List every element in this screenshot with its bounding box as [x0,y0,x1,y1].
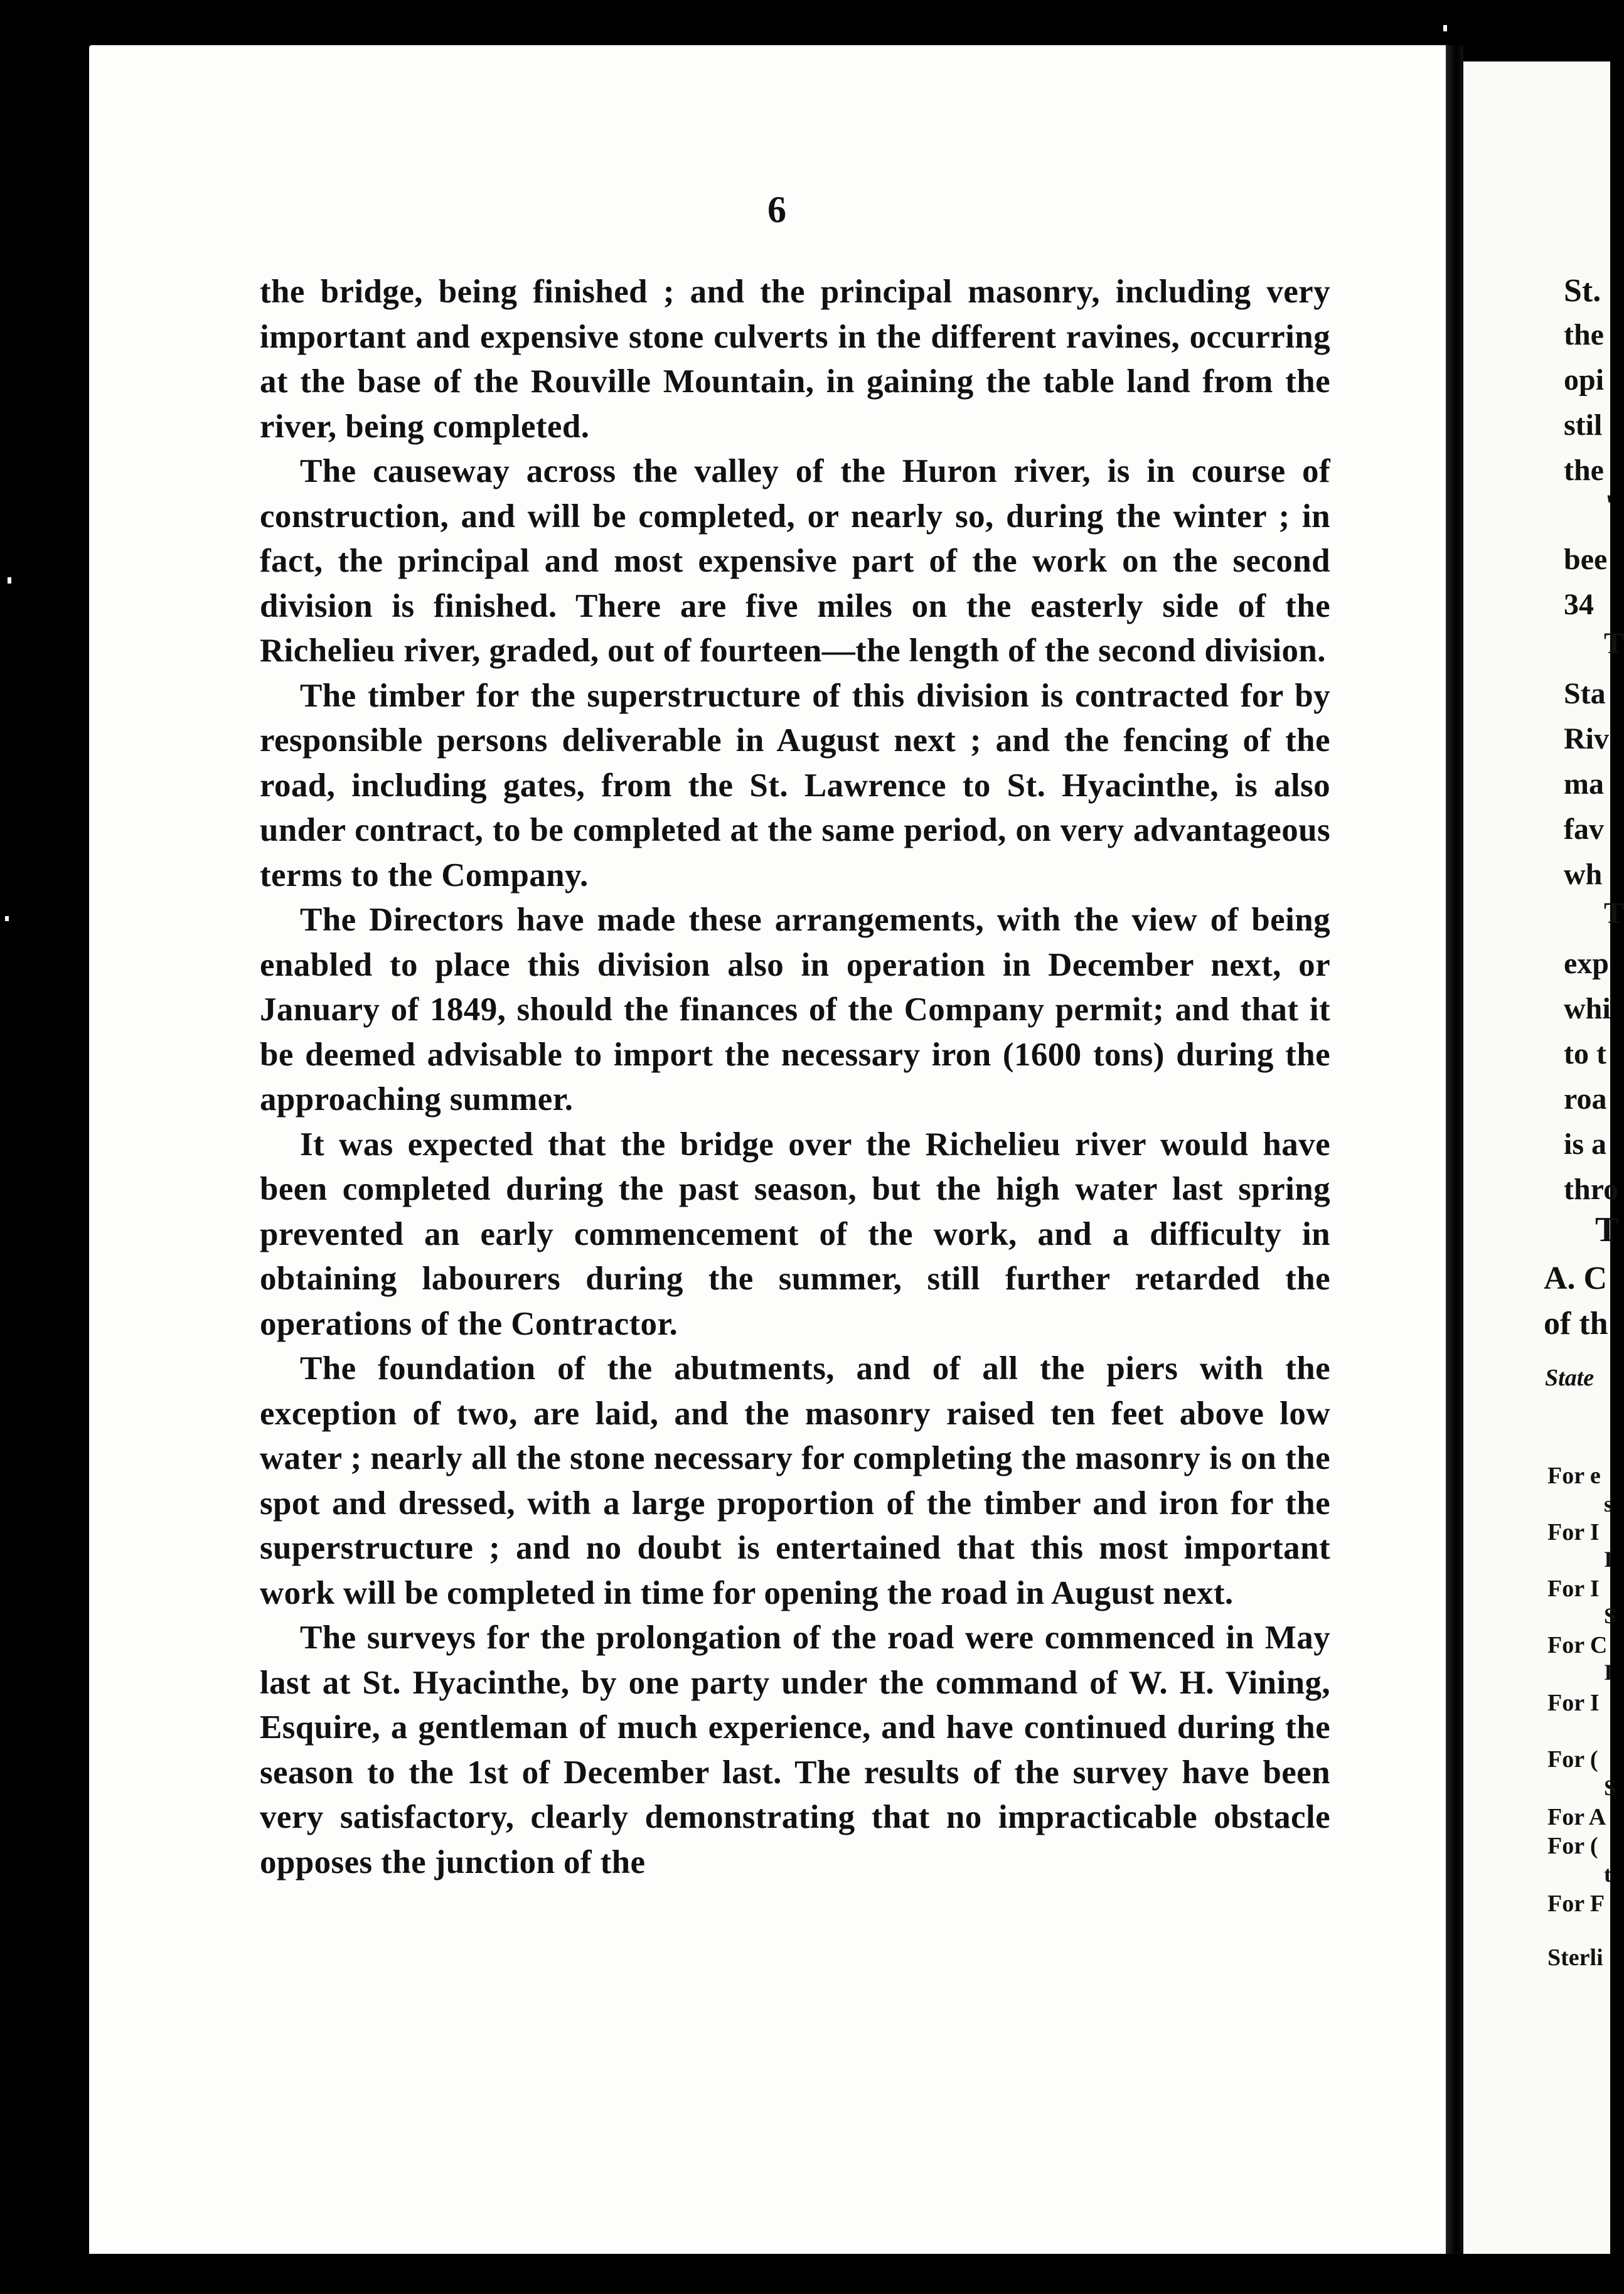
fragment-line: roa [1564,1082,1607,1116]
paragraph-6: The foundation of the abutments, and of all the piers with the exception of two, are laid, and the masonry raised ten feet above low water ; nearly all the stone necessary for completing the masonry is on the spot and dressed, with a large proportion of the timber and iron for the superstructure ; and no doubt is entertained that this most important work will be completed in time for opening the road in August next. [260,1350,1330,1611]
fragment-line: For I [1547,1519,1600,1545]
fragment-line: For ( [1547,1833,1598,1859]
fragment-line: exp [1564,947,1609,980]
fragment-line: whi [1564,992,1611,1025]
fragment-line: opi [1564,363,1605,397]
fragment-line: I [1604,1660,1613,1685]
fragment-line: is a [1564,1128,1607,1161]
paragraph-3: The timber for the superstructure of this division is contracted for by responsible persons deliverable in August next ; and the fencing of the road, including gates, from the St. Lawrence to St. Hyacinthe, is also under contract, to be completed at the same period, on very advantageous terms to the Company. [260,677,1330,894]
fragment-line: T [1604,627,1624,660]
page-number: 6 [767,189,786,230]
fragment-line: of th [1544,1306,1608,1342]
scan-speck [5,916,9,921]
paragraph-2: The causeway across the valley of the Huron river, is in course of construction, and will be completed, or nearly so, during the winter ; in fact, the principal and most expensive part of the work on the second division is finished. There are five miles on the easterly side of the Richelieu river, graded, out of fourteen—the length of the second division. [260,453,1330,669]
fragment-line: For F [1547,1891,1605,1917]
fragment-line: t [1604,1862,1611,1887]
scan-speck [8,577,11,584]
fragment-line: Riv [1564,722,1609,755]
fragment-line: the [1564,454,1604,487]
fragment-line: Sterli [1547,1945,1603,1971]
fragment-line: thro [1564,1173,1619,1206]
fragment-line: ' [1605,489,1614,522]
fragment-line: the [1564,318,1604,351]
fragment-line: 34 [1564,588,1594,621]
fragment-line: ma [1564,767,1604,801]
fragment-line: s [1604,1491,1613,1517]
fragment-line: For ( [1547,1746,1598,1773]
scan-speck [1443,25,1447,31]
fragment-line: For e [1547,1463,1601,1489]
fragment-line: T [1604,897,1624,930]
main-text-body [260,270,1330,1885]
fragment-line: State [1545,1365,1595,1391]
fragment-line: wh [1564,858,1603,891]
fragment-line: S [1604,1603,1617,1628]
paragraph-7: The surveys for the prolongation of the road were commenced in May last at St. Hyacinthe, by one party under the command of W. H. Vining, Esquire, a gentleman of much experience, and have continued during the season to the 1st of December last. The results of the survey have been very satisfactory, clearly demonstrating that no impracticable obstacle opposes the junction of the [260,1619,1330,1881]
fragment-line: to t [1564,1037,1606,1070]
fragment-line: fav [1564,813,1604,846]
fragment-line: For I [1547,1576,1600,1602]
paragraph-1: the bridge, being finished ; and the principal masonry, including very important and expensive stone culverts in the different ravines, occurring at the base of the Rouville Mountain, in gaining the table land from the river, being completed. [260,274,1330,445]
fragment-line: For I [1547,1690,1600,1716]
fragment-line: I [1604,1547,1613,1572]
fragment-line: For C [1547,1632,1608,1658]
book-gutter [1446,45,1463,2254]
fragment-line: stil [1564,408,1603,442]
fragment-line: St. [1564,273,1601,309]
fragment-line: T [1595,1210,1619,1249]
adjacent-page [1463,61,1624,2254]
fragment-line: bee [1564,543,1608,576]
paragraph-5: It was expected that the bridge over the Richelieu river would have been completed during the past season, but the high water last spring prevented an early commencement of the work, and a difficulty in obtaining labourers during the summer, still further retarded the operations of the Contractor. [260,1126,1330,1342]
fragment-line: A. C [1544,1261,1608,1296]
paragraph-4: The Directors have made these arrangements, with the view of being enabled to place this division also in operation in December next, or January of 1849, should the finances of the Company permit; and that it be deemed advisable to import the necessary iron (1600 tons) during the approaching summer. [260,902,1330,1118]
fragment-line: Sta [1564,677,1606,710]
fragment-line: S [1604,1775,1617,1800]
fragment-line: For A [1547,1804,1606,1830]
